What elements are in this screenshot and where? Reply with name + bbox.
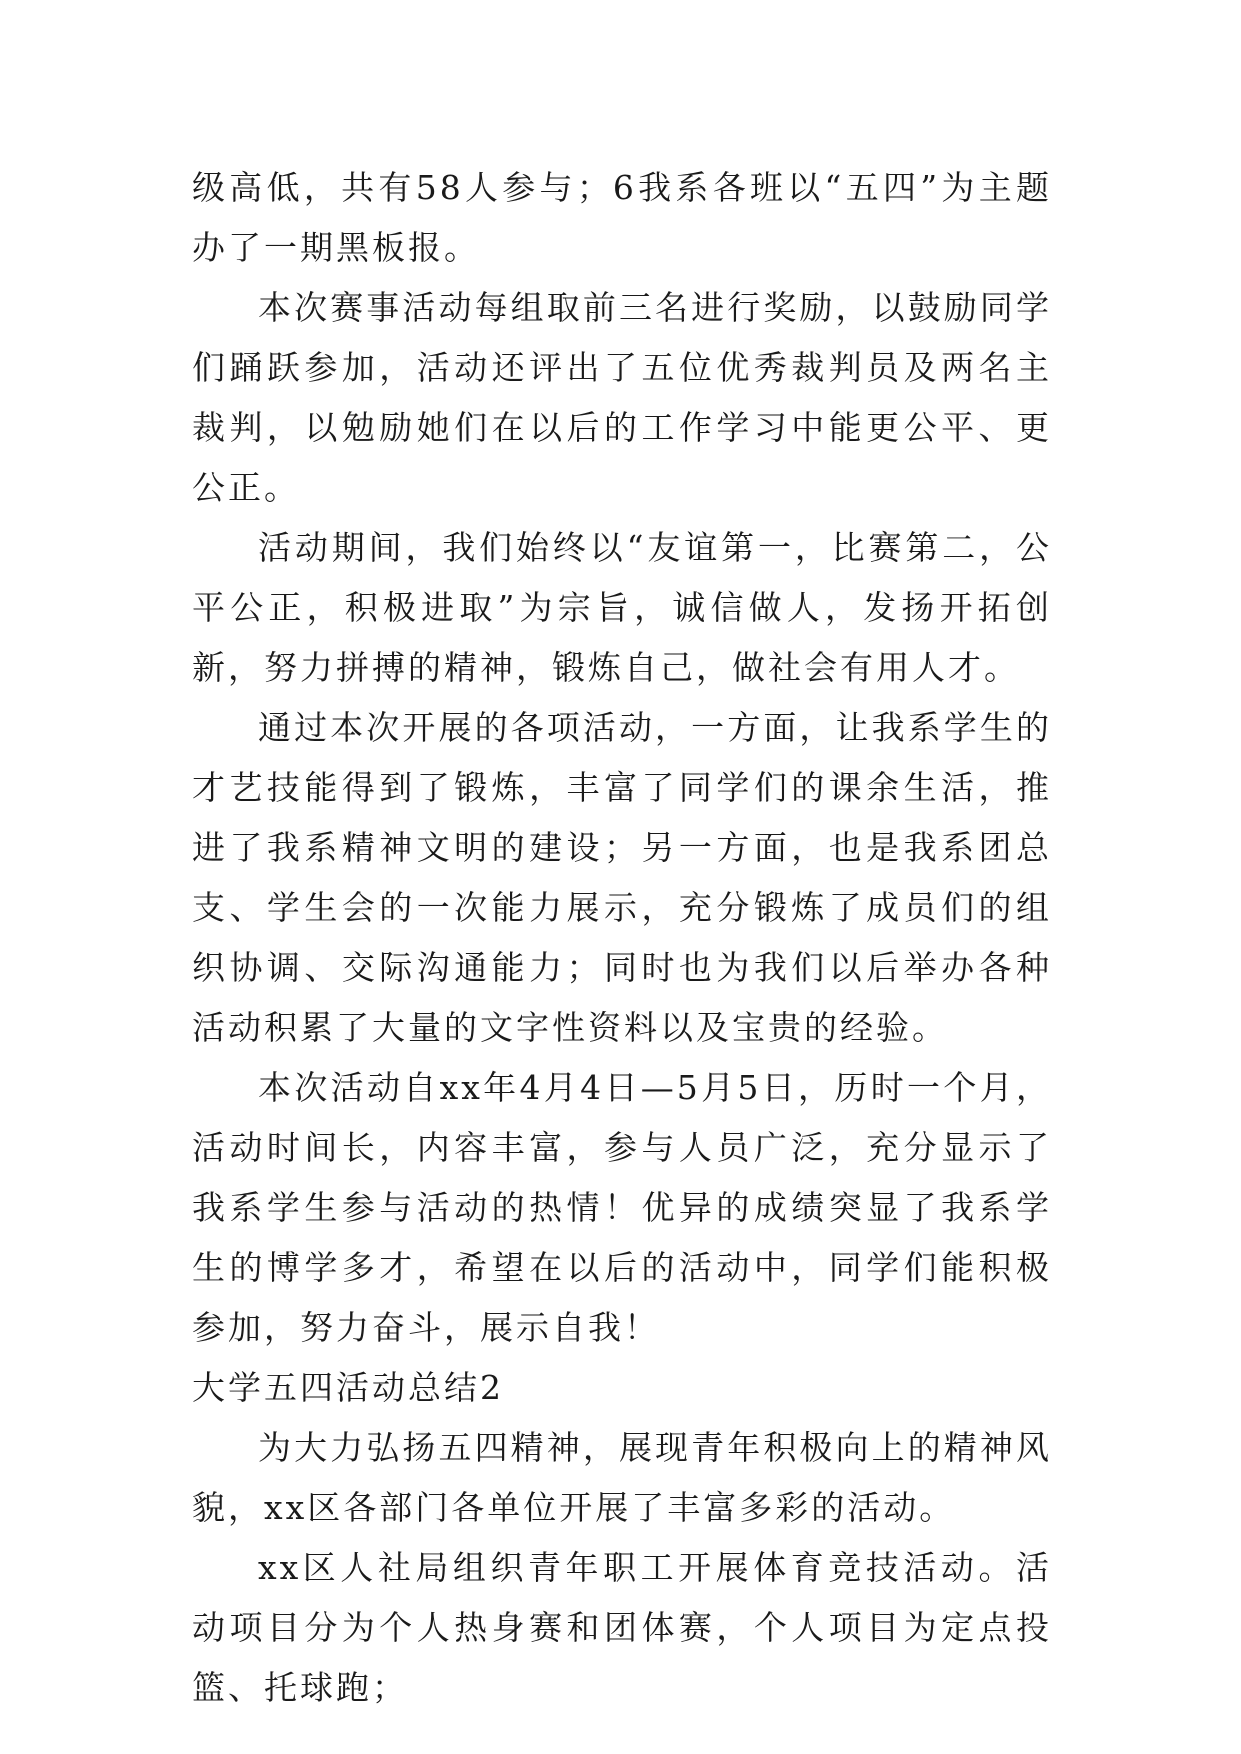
paragraph-1: 级高低，共有58人参与；6我系各班以“五四”为主题办了一期黑板报。 xyxy=(192,168,1052,267)
paragraph-6: 为大力弘扬五四精神，展现青年积极向上的精神风貌，xx区各部门各单位开展了丰富多彩的活动。 xyxy=(192,1428,1052,1527)
paragraph-7: xx区人社局组织青年职工开展体育竞技活动。活动项目分为个人热身赛和团体赛，个人项目为定点投篮、托球跑； xyxy=(192,1548,1052,1707)
paragraph-4: 通过本次开展的各项活动，一方面，让我系学生的才艺技能得到了锻炼，丰富了同学们的课余生活，推进了我系精神文明的建设；另一方面，也是我系团总支、学生会的一次能力展示，充分锻炼了成员们的组织协调、交际沟通能力；同时也为我们以后举办各种活动积累了大量的文字性资料以及宝贵的经验。 xyxy=(192,708,1052,1047)
paragraph-2: 本次赛事活动每组取前三名进行奖励，以鼓励同学们踊跃参加，活动还评出了五位优秀裁判员及两名主裁判，以勉励她们在以后的工作学习中能更公平、更公正。 xyxy=(192,288,1052,507)
document-body xyxy=(192,158,1052,1718)
section-heading: 大学五四活动总结2 xyxy=(192,1368,504,1407)
paragraph-5: 本次活动自xx年4月4日—5月5日，历时一个月，活动时间长，内容丰富，参与人员广泛，充分显示了我系学生参与活动的热情！优异的成绩突显了我系学生的博学多才，希望在以后的活动中，同学们能积极参加，努力奋斗，展示自我！ xyxy=(192,1068,1052,1347)
paragraph-3: 活动期间，我们始终以“友谊第一，比赛第二，公平公正，积极进取”为宗旨，诚信做人，发扬开拓创新，努力拼搏的精神，锻炼自己，做社会有用人才。 xyxy=(192,528,1052,687)
